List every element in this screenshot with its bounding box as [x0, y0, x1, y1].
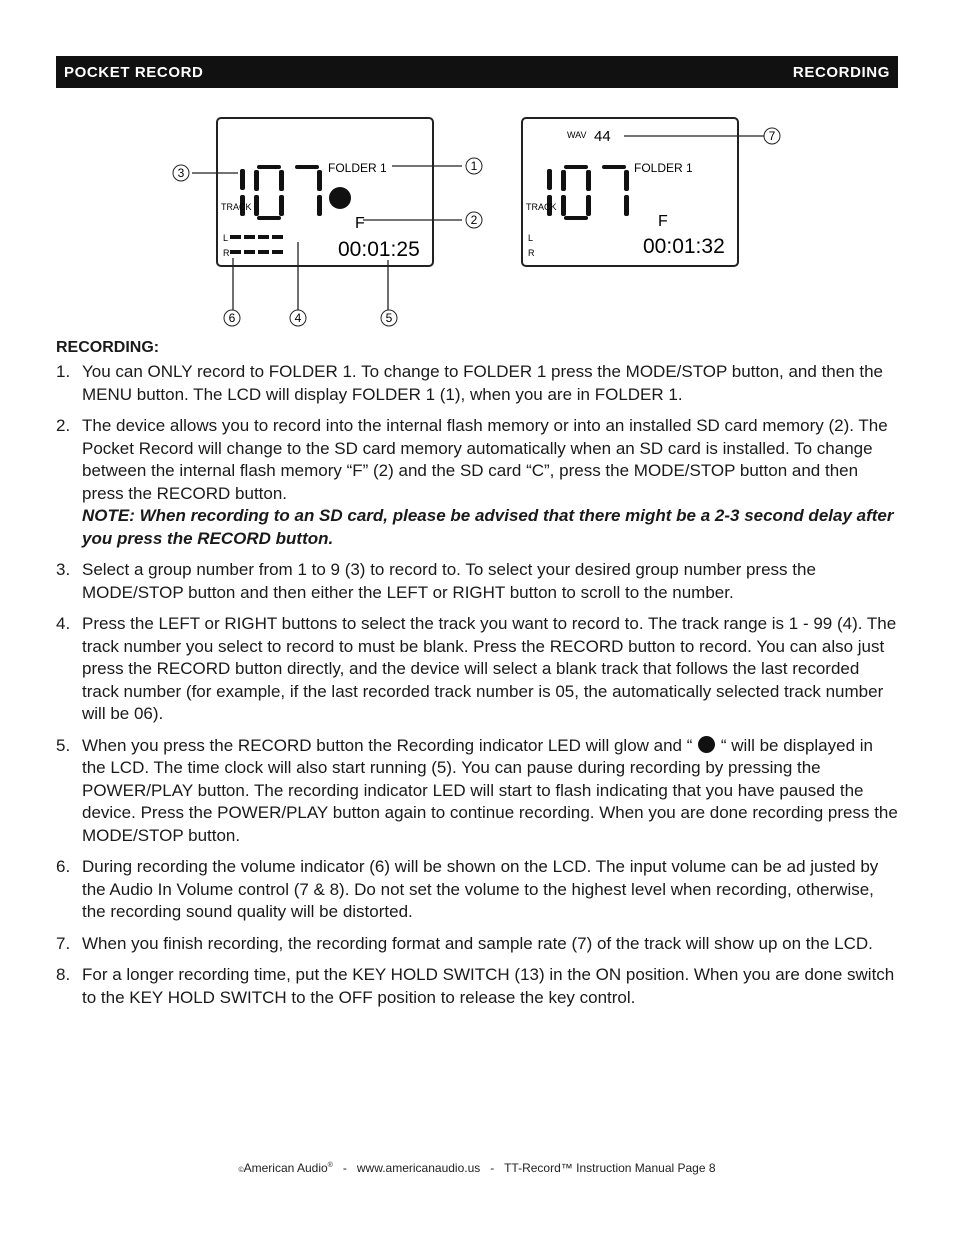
track-label: TRACK: [221, 202, 252, 212]
list-item: [56, 933, 898, 956]
record-dot-icon: [329, 187, 351, 209]
callout-1: 1: [470, 159, 478, 173]
step-body: [82, 415, 898, 550]
callout-6: 6: [228, 311, 236, 325]
folder-label: FOLDER 1: [634, 161, 693, 175]
list-item: [56, 735, 898, 848]
callout-5: 5: [385, 311, 393, 325]
record-dot-icon: [698, 736, 715, 753]
memory-indicator: F: [355, 215, 365, 232]
section-title: RECORDING:: [56, 339, 160, 356]
right-channel-label: R: [223, 248, 230, 258]
step-number: 2.: [56, 416, 71, 435]
registered-symbol: ®: [327, 1162, 333, 1169]
list-item: [56, 613, 898, 726]
callout-3: 3: [177, 166, 185, 180]
folder-label: FOLDER 1: [328, 161, 387, 175]
footer-separator: -: [342, 1161, 347, 1175]
footer-manual-page: TT-Record™ Instruction Manual Page 8: [504, 1161, 716, 1175]
format-label: WAV: [567, 130, 587, 140]
time-display: 00:01:32: [643, 235, 725, 258]
list-item: [56, 415, 898, 550]
list-item: [56, 559, 898, 604]
step-number: 5.: [56, 735, 71, 755]
callout-2: 2: [470, 213, 478, 227]
step-text-start: When you press the RECORD button the Recording indicator LED will glow and “: [82, 735, 693, 755]
step-number: 7.: [56, 933, 71, 953]
step-body: [82, 735, 898, 848]
step-number: 8.: [56, 965, 71, 984]
list-item: [56, 856, 898, 924]
step-text: For a longer recording time, put the KEY HOLD SWITCH (13) in the ON position. When you are done switch to the KEY HOLD SWITCH to the OFF position to release the key control.: [82, 965, 895, 1007]
left-channel-label: L: [528, 233, 534, 243]
step-text: When you finish recording, the recording format and sample rate (7) of the track will show up on the LCD.: [82, 933, 873, 953]
lcd-display-recording: [217, 118, 433, 266]
lcd-display-finished: [522, 118, 738, 266]
step-number: 1.: [56, 362, 71, 381]
footer-url[interactable]: www.americanaudio.us: [356, 1161, 481, 1175]
left-channel-label: L: [223, 233, 229, 243]
footer-brand: American Audio: [243, 1161, 328, 1175]
step-text: During recording the volume indicator (6) will be shown on the LCD. The input volume can be ad justed by the Audio In Volume control (7 & 8). Do not set the volume to the highest level when recording, otherwise, the recording sound quality will be distorted.: [82, 857, 879, 921]
callout-7: 7: [768, 129, 776, 143]
recording-instructions: [56, 337, 898, 1018]
list-item: [56, 964, 898, 1009]
step-text: Select a group number from 1 to 9 (3) to record to. To select your desired group number press the MODE/STOP button and then either the LEFT or RIGHT button to scroll to the number.: [82, 560, 816, 602]
page-footer: [0, 1161, 954, 1175]
header-left-title: POCKET RECORD: [64, 63, 204, 81]
step-text-end: “ will be displayed in the LCD. The time clock will also start running (5). You can pause during recording by pressing the POWER/PLAY button. The recording indicator LED will start to flash indicating that you have paused the device. Press the POWER/PLAY button again to continue recording. When you are done recording press the MODE/STOP button.: [82, 735, 898, 845]
sample-rate-display: 44: [594, 128, 611, 145]
header-right-title: RECORDING: [792, 63, 890, 81]
memory-indicator: F: [658, 213, 668, 230]
copyright-symbol: ©: [238, 1167, 244, 1174]
time-display: 00:01:25: [338, 238, 420, 261]
list-item: [56, 361, 898, 406]
callout-4: 4: [294, 311, 302, 325]
right-channel-label: R: [528, 248, 535, 258]
step-number: 4.: [56, 614, 71, 633]
step-text: The device allows you to record into the internal flash memory or into an installed SD card memory (2). The Pocket Record will change to the SD card memory automatically when an SD card is installed. To change between the internal flash memory “F” (2) and the SD card “C”, press the MODE/STOP button and then press the RECORD button.: [82, 416, 888, 503]
step-number: 6.: [56, 857, 71, 876]
step-note: NOTE: When recording to an SD card, please be advised that there might be a 2-3 second delay after you press the RECORD button.: [82, 506, 894, 548]
step-text: You can ONLY record to FOLDER 1. To change to FOLDER 1 press the MODE/STOP button, and then the MENU button. The LCD will display FOLDER 1 (1), when you are in FOLDER 1.: [82, 362, 884, 404]
page-header: [56, 56, 898, 88]
track-label: TRACK: [526, 202, 557, 212]
lcd-diagram: [0, 110, 954, 332]
step-number: 3.: [56, 560, 71, 579]
steps-list: [56, 361, 898, 1009]
step-text: Press the LEFT or RIGHT buttons to select the track you want to record to. The track range is 1 - 99 (4). The track number you select to record to must be blank. Press the RECORD button to record. You can also just press the RECORD button directly, and the device will select a blank track that follows the last recorded track number (for example, if the last recorded track number is 05, the automatically selected track number will be 06).: [82, 614, 897, 723]
footer-separator: -: [490, 1161, 495, 1175]
